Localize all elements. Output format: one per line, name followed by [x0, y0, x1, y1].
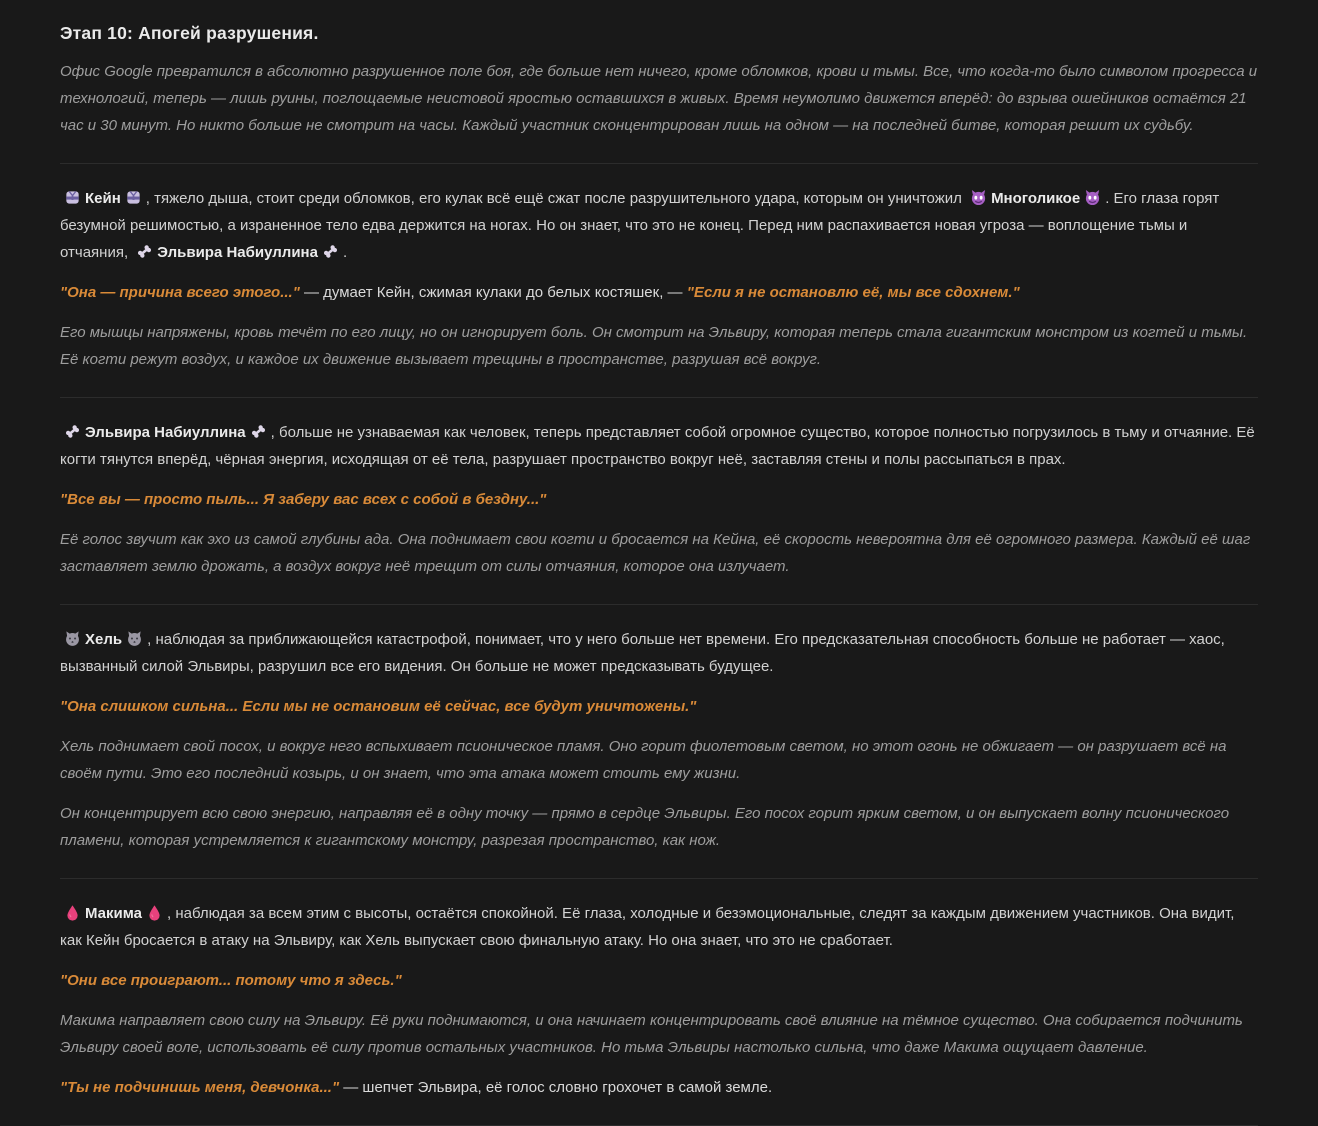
martial-arts-uniform-icon [64, 189, 81, 206]
body-text: — шепчет Эльвира, её голос словно грохочет в самой земле. [339, 1079, 773, 1096]
action-paragraph [60, 185, 1258, 266]
speech-paragraph [60, 486, 1258, 513]
body-text: Его мышцы напряжены, кровь течёт по его лицу, но он игнорирует боль. Он смотрит на Эльвиру, которая теперь стала гигантским монстром из когтей и тьмы. Её когти режут воздух, и каждое их движение вызывает трещины в пространстве, разрушая всё вокруг. [60, 324, 1248, 368]
narration-paragraph [60, 800, 1258, 854]
body-text: , тяжело дыша, стоит среди обломков, его кулак всё ещё сжат после разрушительного удара, которым он уничтожил [145, 190, 967, 207]
story-section [60, 884, 1258, 1126]
character-name: Хель [85, 631, 123, 648]
quote-text: "Если я не остановлю её, мы все сдохнем." [686, 284, 1020, 301]
body-text: Её голос звучит как эхо из самой глубины ада. Она поднимает свои когти и бросается на Кейна, её скорость невероятна для её огромного размера. Каждый её шаг заставляет землю дрожать, а воздух вокруг неё трещит от силы отчаяния, которое она излучает. [60, 531, 1251, 575]
body-text: . [342, 244, 348, 261]
story-section [60, 169, 1258, 398]
speech-paragraph [60, 279, 1258, 306]
body-text: Офис Google превратился в абсолютно разрушенное поле боя, где больше нет ничего, кроме обломков, крови и тьмы. Все, что когда-то было символом прогресса и технологий, теперь — лишь руины, поглощаемые неистовой яростью оставшихся в живых. Время неумолимо движется вперёд: до взрыва ошейников остаётся 21 час и 30 минут. Но никто больше не смотрит на часы. Каждый участник сконцентрирован лишь на одном — на последней битве, которая решит их судьбу. [60, 63, 1258, 134]
bone-icon [322, 243, 339, 260]
body-text: , наблюдая за приближающейся катастрофой, понимает, что у него больше нет времени. Его предсказательная способность больше не работает — хаос, вызванный силой Эльвиры, разрушил все его видения. Он больше не может предсказывать будущее. [60, 631, 1225, 675]
quote-text: "Она слишком сильна... Если мы не остановим её сейчас, все будут уничтожены." [60, 698, 697, 715]
narration-paragraph [60, 526, 1258, 580]
bone-icon [64, 423, 81, 440]
wolf-face-icon [64, 630, 81, 647]
quote-text: "Она — причина всего этого..." [60, 284, 300, 301]
wolf-face-icon [126, 630, 143, 647]
action-paragraph [60, 900, 1258, 954]
body-text: — думает Кейн, сжимая кулаки до белых костяшек, — [299, 284, 687, 301]
character-name: Эльвира Набиуллина [85, 424, 246, 441]
character-name: Многоликое [991, 190, 1081, 207]
story-section [60, 610, 1258, 879]
devil-face-icon [970, 189, 987, 206]
quote-text: "Они все проиграют... потому что я здесь." [60, 972, 402, 989]
martial-arts-uniform-icon [125, 189, 142, 206]
story-section [60, 14, 1258, 164]
body-text: , больше не узнаваемая как человек, теперь представляет собой огромное существо, которое полностью погрузилось в тьму и отчаяние. Её когти тянутся вперёд, чёрная энергия, исходящая от её тела, разрушает пространство вокруг неё, заставляя стены и полы рассыпаться в прах. [60, 424, 1255, 468]
body-text: Этап 10: Апогей разрушения. [60, 23, 319, 43]
bone-icon [136, 243, 153, 260]
narration-paragraph [60, 58, 1258, 139]
action-paragraph [60, 626, 1258, 680]
blood-drop-icon [146, 904, 163, 921]
body-text: Хель поднимает свой посох, и вокруг него вспыхивает псионическое пламя. Оно горит фиолетовым светом, но этот огонь не обжигает — он разрушает всё на своём пути. Это его последний козырь, и он знает, что эта атака может стоить ему жизни. [60, 738, 1227, 782]
speech-paragraph [60, 1074, 1258, 1101]
quote-text: "Ты не подчинишь меня, девчонка..." [60, 1079, 340, 1096]
body-text: Макима направляет свою силу на Эльвиру. Её руки поднимаются, и она начинает концентрировать своё влияние на тёмное существо. Она собирается подчинить Эльвиру своей воле, использовать её силу против остальных участников. Но тьма Эльвиры настолько сильна, что даже Макима ощущает давление. [60, 1012, 1243, 1056]
narration-paragraph [60, 733, 1258, 787]
body-text: , наблюдая за всем этим с высоты, остаётся спокойной. Её глаза, холодные и безэмоциональные, следят за каждым движением участников. Она видит, как Кейн бросается в атаку на Эльвиру, как Хель выпускает свою финальную атаку. Но она знает, что это не сработает. [60, 905, 1235, 949]
character-name: Эльвира Набиуллина [157, 244, 318, 261]
story-content [60, 14, 1258, 1126]
character-name: Макима [85, 905, 142, 922]
narration-paragraph [60, 1007, 1258, 1061]
character-name: Кейн [85, 190, 121, 207]
narration-paragraph [60, 319, 1258, 373]
devil-face-icon [1084, 189, 1101, 206]
speech-paragraph [60, 967, 1258, 994]
body-text: . Его глаза горят безумной решимостью, а израненное тело едва держится на ногах. Но он знает, что это не конец. Перед ним распахивается новая угроза — воплощение тьмы и отчаяния, [60, 190, 1220, 261]
bone-icon [250, 423, 267, 440]
blood-drop-icon [64, 904, 81, 921]
quote-text: "Все вы — просто пыль... Я заберу вас всех с собой в бездну..." [60, 491, 547, 508]
body-text: Он концентрирует всю свою энергию, направляя её в одну точку — прямо в сердце Эльвиры. Его посох горит ярким светом, и он выпускает волну псионического пламени, которая устремляется к гигантскому монстру, разрезая пространство, как нож. [60, 805, 1230, 849]
story-section [60, 403, 1258, 605]
speech-paragraph [60, 693, 1258, 720]
stage-title [60, 23, 1258, 44]
action-paragraph [60, 419, 1258, 473]
